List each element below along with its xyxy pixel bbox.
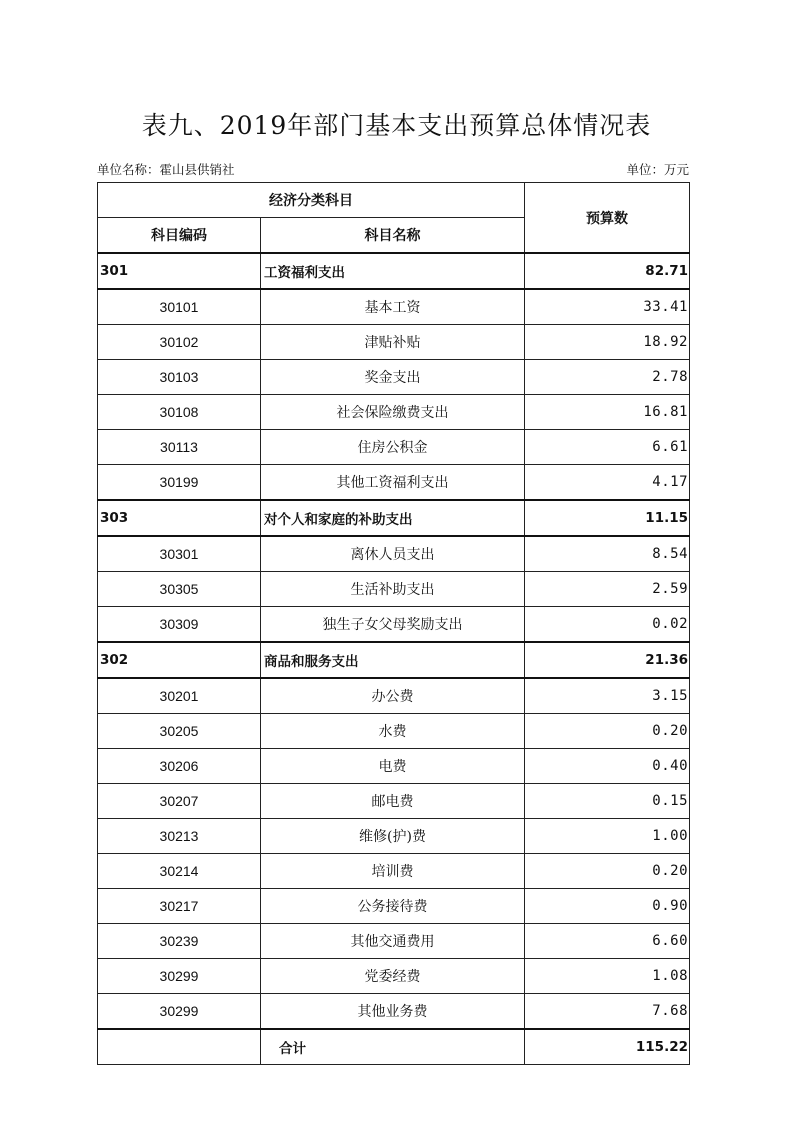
row-name: 其他交通费用 [261,924,525,959]
page-title: 表九、2019年部门基本支出预算总体情况表 [141,111,652,140]
table-row [98,819,690,854]
category-row [98,642,690,678]
table-row [98,854,690,889]
row-code: 30113 [98,430,261,465]
row-code: 30101 [98,289,261,325]
table-row [98,784,690,819]
table-row [98,465,690,501]
row-amount: 6.60 [525,924,690,959]
row-name: 津贴补贴 [261,325,525,360]
row-amount: 3.15 [525,678,690,714]
table-row [98,749,690,784]
header-code: 科目编码 [98,218,261,254]
unit-name-label: 单位名称：霍山县供销社 [97,162,235,177]
row-code: 30207 [98,784,261,819]
row-code: 302 [98,642,261,678]
row-code: 30199 [98,465,261,501]
row-name: 独生子女父母奖励支出 [261,607,525,643]
row-amount: 7.68 [525,994,690,1030]
row-name: 邮电费 [261,784,525,819]
row-amount: 0.20 [525,854,690,889]
row-code: 30102 [98,325,261,360]
row-amount: 1.00 [525,819,690,854]
row-amount: 16.81 [525,395,690,430]
table-row [98,959,690,994]
row-name: 水费 [261,714,525,749]
budget-table-body [98,183,690,1065]
row-amount: 8.54 [525,536,690,572]
row-amount: 0.20 [525,714,690,749]
row-name: 商品和服务支出 [261,642,525,678]
row-amount: 11.15 [525,500,690,536]
table-row [98,889,690,924]
row-code: 30205 [98,714,261,749]
row-amount: 18.92 [525,325,690,360]
row-code: 301 [98,253,261,289]
table-row [98,395,690,430]
row-code: 30108 [98,395,261,430]
table-row [98,924,690,959]
unit-label: 单位：万元 [626,162,689,177]
row-name: 工资福利支出 [261,253,525,289]
header-amount: 预算数 [525,183,690,254]
row-code: 30239 [98,924,261,959]
row-name: 维修(护)费 [261,819,525,854]
total-code-empty [98,1029,261,1065]
category-row [98,500,690,536]
table-row [98,714,690,749]
row-name: 其他业务费 [261,994,525,1030]
total-amount: 115.22 [525,1029,690,1065]
row-code: 30305 [98,572,261,607]
total-label: 合计 [261,1029,525,1065]
row-amount: 2.78 [525,360,690,395]
row-name: 培训费 [261,854,525,889]
row-name: 公务接待费 [261,889,525,924]
row-name: 办公费 [261,678,525,714]
table-row [98,536,690,572]
row-name: 党委经费 [261,959,525,994]
row-code: 30103 [98,360,261,395]
category-row [98,253,690,289]
row-code: 30217 [98,889,261,924]
row-code: 30206 [98,749,261,784]
row-amount: 82.71 [525,253,690,289]
row-amount: 0.15 [525,784,690,819]
budget-table [97,182,690,1065]
row-amount: 21.36 [525,642,690,678]
header-name: 科目名称 [261,218,525,254]
total-row [98,1029,690,1065]
row-code: 30201 [98,678,261,714]
row-name: 住房公积金 [261,430,525,465]
row-name: 基本工资 [261,289,525,325]
row-amount: 4.17 [525,465,690,501]
row-name: 社会保险缴费支出 [261,395,525,430]
table-row [98,994,690,1030]
header-row-1 [98,183,690,218]
table-row [98,572,690,607]
row-amount: 6.61 [525,430,690,465]
row-code: 30299 [98,994,261,1030]
table-row [98,607,690,643]
table-row [98,360,690,395]
row-amount: 33.41 [525,289,690,325]
table-row [98,325,690,360]
row-amount: 0.02 [525,607,690,643]
table-row [98,430,690,465]
row-code: 30309 [98,607,261,643]
row-name: 电费 [261,749,525,784]
row-amount: 0.40 [525,749,690,784]
row-name: 对个人和家庭的补助支出 [261,500,525,536]
row-amount: 1.08 [525,959,690,994]
header-category: 经济分类科目 [98,183,525,218]
row-code: 30214 [98,854,261,889]
row-code: 30299 [98,959,261,994]
row-name: 离休人员支出 [261,536,525,572]
row-code: 30301 [98,536,261,572]
row-name: 奖金支出 [261,360,525,395]
row-name: 其他工资福利支出 [261,465,525,501]
row-amount: 0.90 [525,889,690,924]
row-code: 30213 [98,819,261,854]
row-code: 303 [98,500,261,536]
row-name: 生活补助支出 [261,572,525,607]
table-row [98,289,690,325]
table-row [98,678,690,714]
row-amount: 2.59 [525,572,690,607]
